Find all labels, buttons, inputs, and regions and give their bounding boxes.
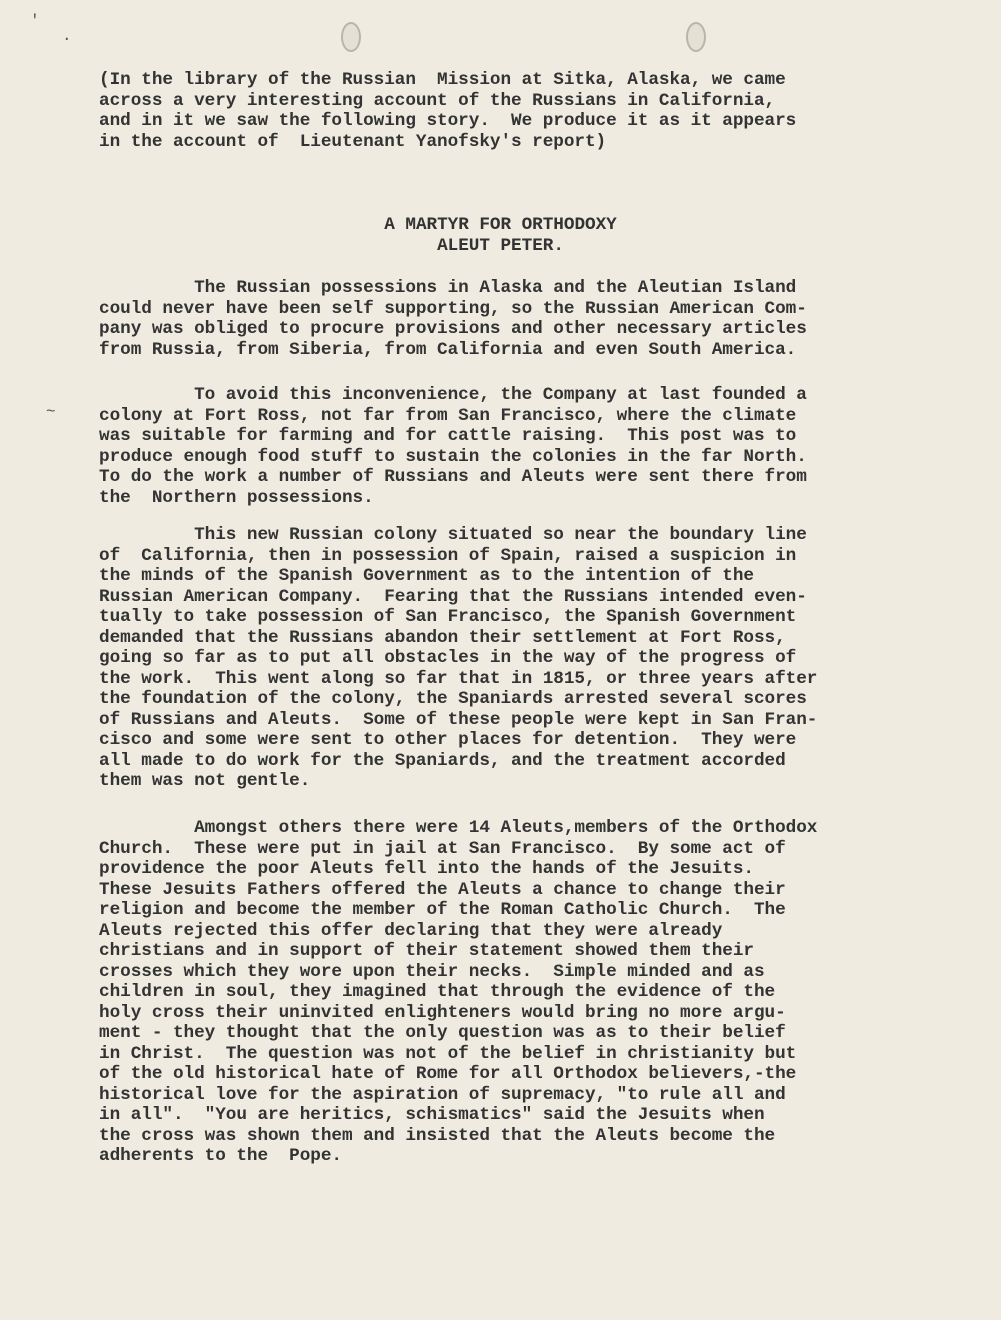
paragraph-line: cisco and some were sent to other places for detention. They were xyxy=(99,730,797,750)
margin-mark-top: · xyxy=(62,30,72,48)
title-line: A MARTYR FOR ORTHODOXY xyxy=(384,215,617,235)
paragraph-line: holy cross their uninvited enlighteners would bring no more argu- xyxy=(99,1002,786,1023)
paragraph-line: of the old historical hate of Rome for all Orthodox believers,-the xyxy=(99,1064,797,1084)
paragraph-line: Amongst others there were 14 Aleuts,members of the Orthodox xyxy=(99,818,818,838)
paragraph-4 xyxy=(99,818,949,1167)
paragraph-line: the cross was shown them and insisted that the Aleuts become the xyxy=(99,1125,776,1146)
paragraph-line: in Christ. The question was not of the belief in christianity but xyxy=(99,1043,797,1064)
paragraph-line: could never have been self supporting, so the Russian American Com- xyxy=(99,298,807,319)
paragraph-line: the work. This went along so far that in 1815, or three years after xyxy=(99,668,818,689)
paragraph-line: tually to take possession of San Francisco, the Spanish Government xyxy=(99,607,797,627)
paragraph-line: crosses which they wore upon their necks. Simple minded and as xyxy=(99,961,765,982)
intro-line: and in it we saw the following story. We produce it as it appears xyxy=(99,111,797,131)
paragraph-line: Church. These were put in jail at San Francisco. By some act of xyxy=(99,838,786,859)
paragraph-line: pany was obliged to procure provisions and other necessary articles xyxy=(99,319,807,339)
paragraph-1 xyxy=(99,278,949,360)
intro-note xyxy=(99,70,949,152)
title-line: ALEUT PETER. xyxy=(437,235,564,256)
paragraph-line: from Russia, from Siberia, from California and even South America. xyxy=(99,339,797,360)
intro-line: (In the library of the Russian Mission at Sitka, Alaska, we came xyxy=(99,70,786,90)
punch-hole-right xyxy=(686,22,706,52)
paragraph-line: them was not gentle. xyxy=(99,771,311,791)
paragraph-line: all made to do work for the Spaniards, and the treatment accorded xyxy=(99,750,786,771)
paragraph-line: the Northern possessions. xyxy=(99,487,374,508)
paragraph-line: colony at Fort Ross, not far from San Francisco, where the climate xyxy=(99,405,797,426)
paragraph-line: in all". "You are heritics, schismatics" said the Jesuits when xyxy=(99,1105,765,1125)
paragraph-line: the foundation of the colony, the Spaniards arrested several scores xyxy=(99,689,807,709)
intro-line: across a very interesting account of the Russians in California, xyxy=(99,90,776,111)
document-title xyxy=(0,215,1001,256)
paragraph-line: christians and in support of their statement showed them their xyxy=(99,941,754,961)
paragraph-line: These Jesuits Fathers offered the Aleuts a chance to change their xyxy=(99,879,786,900)
paragraph-line: of California, then in possession of Spain, raised a suspicion in xyxy=(99,545,797,566)
paragraph-line: produce enough food stuff to sustain the colonies in the far North. xyxy=(99,446,807,467)
paragraph-line: providence the poor Aleuts fell into the hands of the Jesuits. xyxy=(99,859,754,879)
paragraph-2 xyxy=(99,385,949,508)
paragraph-line: ment - they thought that the only question was as to their belief xyxy=(99,1023,786,1043)
paragraph-line: going so far as to put all obstacles in the way of the progress of xyxy=(99,648,797,668)
paragraph-line: This new Russian colony situated so near the boundary line xyxy=(99,525,807,545)
paragraph-line: adherents to the Pope. xyxy=(99,1146,342,1166)
margin-mark-left: ~ xyxy=(46,403,56,421)
paragraph-line: historical love for the aspiration of supremacy, "to rule all and xyxy=(99,1084,786,1105)
paragraph-line: the minds of the Spanish Government as to the intention of the xyxy=(99,566,754,586)
paragraph-line: was suitable for farming and for cattle raising. This post was to xyxy=(99,426,797,446)
paragraph-3 xyxy=(99,525,949,792)
paragraph-line: To do the work a number of Russians and Aleuts were sent there from xyxy=(99,467,807,487)
paragraph-line: demanded that the Russians abandon their settlement at Fort Ross, xyxy=(99,627,786,648)
paragraph-line: of Russians and Aleuts. Some of these people were kept in San Fran- xyxy=(99,709,818,730)
paragraph-line: To avoid this inconvenience, the Company at last founded a xyxy=(99,385,807,405)
paragraph-line: Aleuts rejected this offer declaring that they were already xyxy=(99,920,723,941)
margin-mark-top-left: ' xyxy=(30,12,40,30)
paragraph-line: children in soul, they imagined that through the evidence of the xyxy=(99,982,776,1002)
intro-line: in the account of Lieutenant Yanofsky's report) xyxy=(99,131,607,152)
paragraph-line: Russian American Company. Fearing that the Russians intended even- xyxy=(99,586,807,607)
paragraph-line: religion and become the member of the Roman Catholic Church. The xyxy=(99,900,786,920)
paragraph-line: The Russian possessions in Alaska and the Aleutian Island xyxy=(99,278,797,298)
punch-hole-left xyxy=(341,22,361,52)
